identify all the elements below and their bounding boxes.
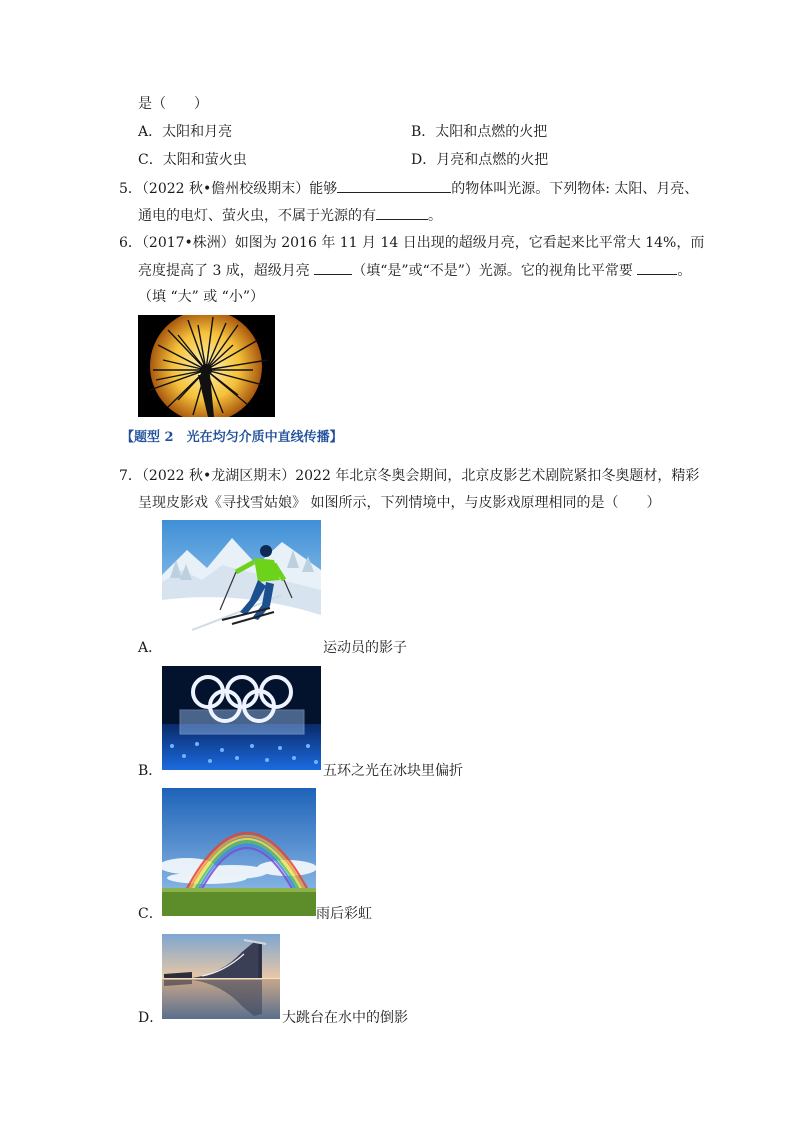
q4-stem-end: 是（ ） [138, 96, 208, 112]
super-moon-illustration [138, 315, 275, 417]
q4-option-c: C．太阳和萤火虫 [138, 152, 247, 168]
q7-option-b-caption: 五环之光在冰块里偏折 [323, 763, 463, 779]
q5-text-c: 通电的电灯、萤火虫，不属于光源的有 [138, 208, 376, 224]
rainbow-image [162, 788, 316, 916]
q7-option-d-letter: D． [138, 1010, 164, 1026]
q6-blank-1 [314, 260, 352, 275]
q7-option-a-letter: A． [138, 640, 163, 656]
q4-option-a: A．太阳和月亮 [138, 124, 233, 140]
q5-line-1 [119, 178, 698, 199]
olympic-rings-image [162, 666, 321, 770]
q6-text-c: 。 [677, 263, 692, 279]
q5-blank-1 [337, 178, 451, 193]
q5-text-b: 的物体叫光源。下列物体: 太阳、月亮、 [451, 181, 699, 197]
ski-jump-image [162, 934, 280, 1019]
q7-option-d-caption: 大跳台在水中的倒影 [282, 1010, 408, 1026]
q7-line-2: 呈现皮影戏《寻找雪姑娘》 如图所示，下列情境中，与皮影戏原理相同的是（ ） [138, 495, 661, 511]
q5-text-a: 5．（2022 秋•儋州校级期末）能够 [119, 181, 338, 197]
q5-blank-2 [376, 205, 428, 220]
olympic-rings-illustration [162, 666, 321, 770]
q4-option-d: D．月亮和点燃的火把 [411, 152, 549, 168]
q7-option-c-caption: 雨后彩虹 [316, 906, 372, 922]
q7-option-c-letter: C． [138, 906, 163, 922]
q7-option-a-caption: 运动员的影子 [323, 640, 407, 656]
q6-line-1: 6．（2017•株洲）如图为 2016 年 11 月 14 日出现的超级月亮，它看起来比平常大 14%，而 [119, 235, 705, 251]
q6-text-a: 亮度提高了 3 成，超级月亮 [138, 263, 315, 279]
ski-jump-illustration [162, 934, 280, 1019]
super-moon-image [138, 315, 275, 417]
q6-line-3: （填 “大” 或 “小”） [138, 289, 264, 305]
skier-illustration [162, 520, 321, 649]
q4-option-b: B．太阳和点燃的火把 [411, 124, 548, 140]
q5-line-2 [138, 205, 442, 226]
skier-image [162, 520, 321, 649]
q7-option-b-letter: B． [138, 763, 163, 779]
q6-blank-2 [637, 260, 677, 275]
q7-line-1: 7．（2022 秋•龙湖区期末）2022 年北京冬奥会期间，北京皮影艺术剧院紧扣冬奥题材，精彩 [119, 468, 700, 484]
q6-text-b: （填“是”或“不是”）光源。它的视角比平常要 [352, 263, 638, 279]
q6-line-2 [138, 260, 691, 281]
section-heading: 【题型 2 光在均匀介质中直线传播】 [121, 430, 343, 445]
rainbow-illustration [162, 788, 316, 916]
q5-text-d: 。 [428, 208, 442, 224]
